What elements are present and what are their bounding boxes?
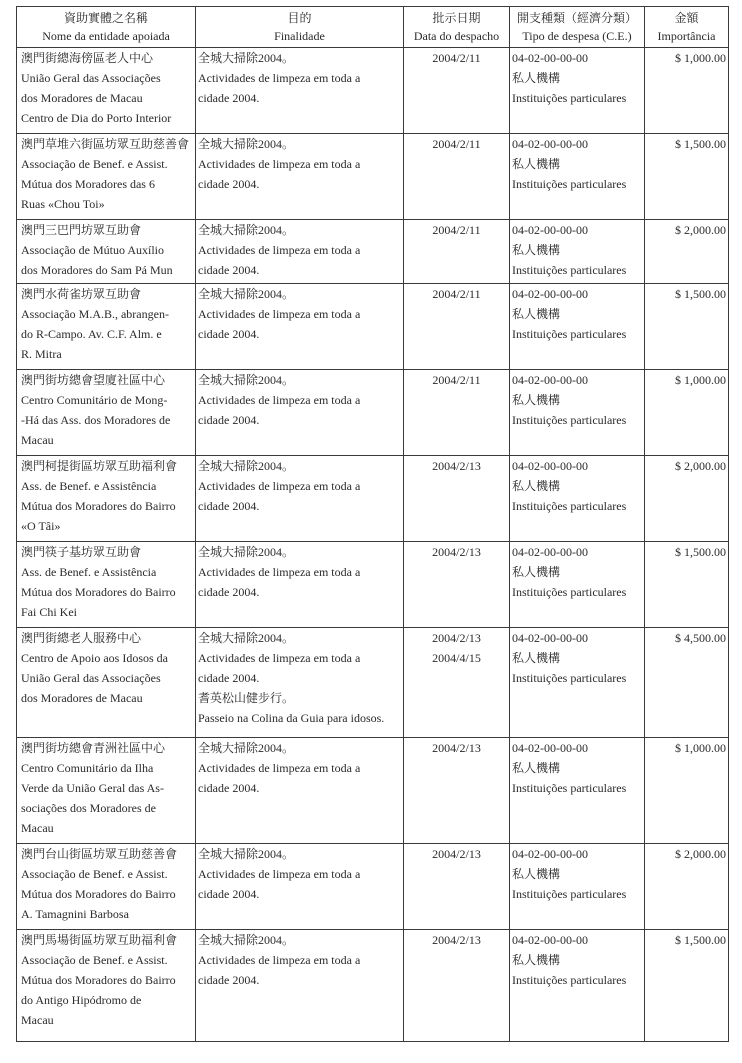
date-cell-line: 2004/2/13 [432,847,481,861]
date-cell [404,284,510,370]
entity-name-cell [17,542,196,628]
entity-name-cell-line: Macau [21,821,54,835]
purpose-cell-line: cidade 2004. [198,671,260,685]
table-row [17,134,729,220]
expense-type-cell-line: Instituições particulares [512,973,627,987]
date-cell-line: 2004/2/13 [432,631,481,645]
entity-name-cell-line: 澳門柯提街區坊眾互助福利會 [21,459,178,473]
entity-name-cell-line: Centro de Dia do Porto Interior [21,111,172,125]
date-cell-line: 2004/4/15 [432,651,481,665]
entity-name-cell-line: 澳門街坊總會望廈社區中心 [21,373,166,387]
entity-name-cell-line: 澳門街總老人服務中心 [21,631,142,645]
expense-type-cell-line: Instituições particulares [512,781,627,795]
purpose-cell-line: cidade 2004. [198,499,260,513]
date-cell [404,134,510,220]
entity-name-cell [17,370,196,456]
amount-value: $ 1,000.00 [675,741,726,755]
purpose-cell-line: 全城大掃除2004。 [198,51,295,65]
entity-name-cell-line: Fai Chi Kei [21,605,77,619]
expense-type-cell-line: 私人機構 [512,307,561,321]
purpose-cell-line: 全城大掃除2004。 [198,631,295,645]
purpose-cell-line: cidade 2004. [198,413,260,427]
expense-type-cell [510,370,645,456]
entity-name-cell-line: Ass. de Benef. e Assistência [21,565,157,579]
entity-name-cell-line: Mútua dos Moradores do Bairro [21,499,176,513]
amount-cell [645,370,729,456]
expense-type-cell-line: 私人機構 [512,157,561,171]
expense-type-cell-line: Instituições particulares [512,671,627,685]
expense-type-cell-line: 私人機構 [512,761,561,775]
purpose-cell-line: 全城大掃除2004。 [198,137,295,151]
date-cell-line: 2004/2/11 [432,287,481,301]
expense-type-cell-line: 04-02-00-00-00 [512,51,588,65]
entity-name-cell-line: 澳門馬場街區坊眾互助福利會 [21,933,178,947]
purpose-cell [196,48,404,134]
header-amount: 金額 Importância [645,7,729,48]
entity-name-cell-line: Verde da União Geral das As- [21,781,164,795]
expense-type-cell-line: 私人機構 [512,565,561,579]
expense-type-cell [510,456,645,542]
purpose-cell [196,930,404,1042]
expense-type-cell-line: 私人機構 [512,867,561,881]
entity-name-cell-line: do R-Campo. Av. C.F. Alm. e [21,327,162,341]
date-cell-line: 2004/2/11 [432,223,481,237]
purpose-cell-line: Actividades de limpeza em toda a [198,243,361,257]
purpose-cell-line: 全城大掃除2004。 [198,933,295,947]
entity-name-cell-line: Associação de Benef. e Assist. [21,953,168,967]
entity-name-cell-line: -Há das Ass. dos Moradores de [21,413,171,427]
expense-type-cell-line: 私人機構 [512,953,561,967]
entity-name-cell [17,738,196,844]
date-cell-line: 2004/2/11 [432,51,481,65]
purpose-cell-line: 全城大掃除2004。 [198,223,295,237]
expense-type-cell-line: Instituições particulares [512,91,627,105]
entity-name-cell-line: Mútua dos Moradores do Bairro [21,887,176,901]
table-row [17,220,729,284]
expense-type-cell [510,542,645,628]
date-cell [404,628,510,738]
amount-cell [645,930,729,1042]
expense-type-cell-line: Instituições particulares [512,263,627,277]
entity-name-cell-line: 澳門三巴門坊眾互助會 [21,223,142,237]
expense-type-cell-line: 04-02-00-00-00 [512,741,588,755]
purpose-cell-line: Actividades de limpeza em toda a [198,479,361,493]
entity-name-cell [17,220,196,284]
table-row [17,284,729,370]
purpose-cell-line: cidade 2004. [198,263,260,277]
expense-type-cell-line: 04-02-00-00-00 [512,287,588,301]
entity-name-cell-line: Mútua dos Moradores das 6 [21,177,155,191]
date-cell [404,738,510,844]
date-cell [404,370,510,456]
table-body [17,48,729,1042]
amount-cell [645,844,729,930]
entity-name-cell-line: Mútua dos Moradores do Bairro [21,973,176,987]
expense-type-cell-line: 私人機構 [512,651,561,665]
entity-name-cell-line: Centro Comunitário da Ilha [21,761,154,775]
expense-type-cell [510,284,645,370]
purpose-cell-line: Actividades de limpeza em toda a [198,307,361,321]
entity-name-cell-line: dos Moradores do Sam Pá Mun [21,263,173,277]
amount-cell [645,134,729,220]
amount-value: $ 1,000.00 [675,373,726,387]
purpose-cell [196,628,404,738]
purpose-cell-line: 全城大掃除2004。 [198,459,295,473]
expense-type-cell-line: 私人機構 [512,393,561,407]
header-name: 資助實體之名稱 Nome da entidade apoiada [17,7,196,48]
expense-type-cell-line: 04-02-00-00-00 [512,631,588,645]
entity-name-cell-line: 澳門水荷雀坊眾互助會 [21,287,142,301]
entity-name-cell-line: Centro de Apoio aos Idosos da [21,651,168,665]
amount-cell [645,628,729,738]
subsidy-table [16,6,729,1042]
date-cell [404,542,510,628]
table-row [17,456,729,542]
entity-name-cell-line: do Antigo Hipódromo de [21,993,142,1007]
amount-value: $ 2,000.00 [675,459,726,473]
entity-name-cell-line: Associação M.A.B., abrangen- [21,307,169,321]
expense-type-cell [510,738,645,844]
purpose-cell [196,370,404,456]
header-expense-type: 開支種類（經濟分類） Tipo de despesa (C.E.) [510,7,645,48]
date-cell-line: 2004/2/13 [432,545,481,559]
amount-value: $ 1,500.00 [675,287,726,301]
table-row [17,48,729,134]
entity-name-cell-line: Centro Comunitário de Mong- [21,393,168,407]
expense-type-cell-line: Instituições particulares [512,499,627,513]
entity-name-cell-line: dos Moradores de Macau [21,91,143,105]
purpose-cell-line: Passeio na Colina da Guia para idosos. [198,711,385,725]
amount-value: $ 1,500.00 [675,137,726,151]
expense-type-cell-line: 04-02-00-00-00 [512,545,588,559]
expense-type-cell-line: 04-02-00-00-00 [512,933,588,947]
purpose-cell-line: 全城大掃除2004。 [198,741,295,755]
purpose-cell-line: 全城大掃除2004。 [198,545,295,559]
entity-name-cell-line: Associação de Benef. e Assist. [21,157,168,171]
entity-name-cell-line: Associação de Benef. e Assist. [21,867,168,881]
purpose-cell-line: cidade 2004. [198,91,260,105]
entity-name-cell-line: Macau [21,1013,54,1027]
entity-name-cell-line: União Geral das Associações [21,71,161,85]
entity-name-cell [17,628,196,738]
table-row [17,542,729,628]
purpose-cell-line: cidade 2004. [198,177,260,191]
entity-name-cell [17,48,196,134]
purpose-cell [196,542,404,628]
expense-type-cell-line: 04-02-00-00-00 [512,847,588,861]
purpose-cell [196,134,404,220]
expense-type-cell-line: 04-02-00-00-00 [512,459,588,473]
date-cell-line: 2004/2/13 [432,459,481,473]
table-row [17,930,729,1042]
entity-name-cell [17,456,196,542]
date-cell-line: 2004/2/11 [432,137,481,151]
entity-name-cell-line: dos Moradores de Macau [21,691,143,705]
entity-name-cell-line: A. Tamagnini Barbosa [21,907,129,921]
entity-name-cell-line: União Geral das Associações [21,671,161,685]
purpose-cell [196,844,404,930]
amount-value: $ 4,500.00 [675,631,726,645]
purpose-cell-line: Actividades de limpeza em toda a [198,565,361,579]
entity-name-cell-line: Associação de Mútuo Auxílio [21,243,164,257]
entity-name-cell-line: 澳門街總海傍區老人中心 [21,51,154,65]
entity-name-cell-line: R. Mitra [21,347,62,361]
expense-type-cell-line: Instituições particulares [512,887,627,901]
expense-type-cell-line: Instituições particulares [512,585,627,599]
expense-type-cell-line: 私人機構 [512,243,561,257]
amount-cell [645,220,729,284]
amount-cell [645,542,729,628]
entity-name-cell-line: sociações dos Moradores de [21,801,156,815]
entity-name-cell [17,134,196,220]
expense-type-cell-line: 04-02-00-00-00 [512,137,588,151]
expense-type-cell [510,628,645,738]
amount-cell [645,738,729,844]
purpose-cell-line: cidade 2004. [198,887,260,901]
amount-value: $ 1,500.00 [675,545,726,559]
header-purpose: 目的 Finalidade [196,7,404,48]
entity-name-cell [17,284,196,370]
purpose-cell [196,284,404,370]
amount-cell [645,456,729,542]
purpose-cell [196,738,404,844]
expense-type-cell-line: Instituições particulares [512,413,627,427]
table-row [17,628,729,738]
entity-name-cell-line: «O Tâi» [21,519,61,533]
expense-type-cell [510,930,645,1042]
purpose-cell-line: Actividades de limpeza em toda a [198,71,361,85]
entity-name-cell-line: Ass. de Benef. e Assistência [21,479,157,493]
entity-name-cell-line: Ruas «Chou Toi» [21,197,105,211]
purpose-cell-line: cidade 2004. [198,585,260,599]
purpose-cell-line: 全城大掃除2004。 [198,373,295,387]
amount-cell [645,48,729,134]
entity-name-cell [17,844,196,930]
expense-type-cell-line: Instituições particulares [512,177,627,191]
expense-type-cell [510,48,645,134]
date-cell [404,844,510,930]
purpose-cell-line: cidade 2004. [198,781,260,795]
table-row [17,844,729,930]
amount-cell [645,284,729,370]
purpose-cell-line: Actividades de limpeza em toda a [198,761,361,775]
date-cell-line: 2004/2/13 [432,933,481,947]
expense-type-cell-line: 04-02-00-00-00 [512,223,588,237]
header-date: 批示日期 Data do despacho [404,7,510,48]
date-cell-line: 2004/2/11 [432,373,481,387]
purpose-cell-line: 耆英松山健步行。 [198,691,295,705]
amount-value: $ 1,500.00 [675,933,726,947]
purpose-cell-line: 全城大掃除2004。 [198,287,295,301]
purpose-cell-line: Actividades de limpeza em toda a [198,953,361,967]
amount-value: $ 2,000.00 [675,223,726,237]
purpose-cell-line: Actividades de limpeza em toda a [198,867,361,881]
purpose-cell-line: Actividades de limpeza em toda a [198,651,361,665]
date-cell [404,220,510,284]
purpose-cell [196,456,404,542]
entity-name-cell [17,930,196,1042]
entity-name-cell-line: 澳門街坊總會青洲社區中心 [21,741,166,755]
expense-type-cell-line: Instituições particulares [512,327,627,341]
date-cell-line: 2004/2/13 [432,741,481,755]
entity-name-cell-line: Mútua dos Moradores do Bairro [21,585,176,599]
entity-name-cell-line: 澳門草堆六街區坊眾互助慈善會 [21,137,190,151]
entity-name-cell-line: 澳門筷子基坊眾互助會 [21,545,142,559]
amount-value: $ 1,000.00 [675,51,726,65]
entity-name-cell-line: 澳門台山街區坊眾互助慈善會 [21,847,178,861]
date-cell [404,456,510,542]
table-header-row [17,7,729,48]
purpose-cell-line: cidade 2004. [198,327,260,341]
entity-name-cell-line: Macau [21,433,54,447]
expense-type-cell [510,134,645,220]
expense-type-cell [510,220,645,284]
expense-type-cell [510,844,645,930]
expense-type-cell-line: 私人機構 [512,71,561,85]
document-page [16,6,728,1042]
purpose-cell-line: 全城大掃除2004。 [198,847,295,861]
table-row [17,370,729,456]
table-row [17,738,729,844]
purpose-cell-line: Actividades de limpeza em toda a [198,393,361,407]
purpose-cell [196,220,404,284]
date-cell [404,48,510,134]
purpose-cell-line: cidade 2004. [198,973,260,987]
expense-type-cell-line: 04-02-00-00-00 [512,373,588,387]
amount-value: $ 2,000.00 [675,847,726,861]
expense-type-cell-line: 私人機構 [512,479,561,493]
date-cell [404,930,510,1042]
purpose-cell-line: Actividades de limpeza em toda a [198,157,361,171]
